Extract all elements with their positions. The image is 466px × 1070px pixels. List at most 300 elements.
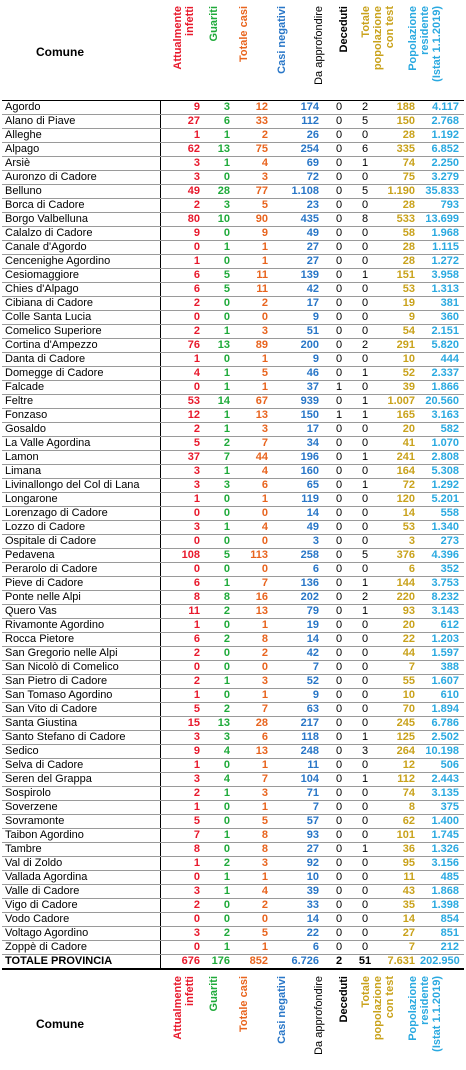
popolazione-test-value: 70 bbox=[376, 703, 420, 717]
infetti-value: 6 bbox=[160, 283, 205, 297]
popolazione-test-value: 150 bbox=[376, 115, 420, 129]
guariti-value: 28 bbox=[205, 185, 235, 199]
total-negativi: 6.726 bbox=[273, 955, 324, 969]
totale-casi-value: 75 bbox=[235, 143, 273, 157]
residente-value: 3.156 bbox=[420, 857, 464, 871]
comune-name: Arsiè bbox=[2, 157, 160, 171]
header-totale-casi: Totale casi bbox=[238, 6, 250, 63]
popolazione-test-value: 220 bbox=[376, 591, 420, 605]
negativi-value: 52 bbox=[273, 675, 324, 689]
deceduti-value: 0 bbox=[354, 787, 376, 801]
table-row bbox=[2, 745, 464, 759]
comune-name: Seren del Grappa bbox=[2, 773, 160, 787]
deceduti-value: 0 bbox=[354, 199, 376, 213]
totale-casi-value: 3 bbox=[235, 171, 273, 185]
header-deceduti: Deceduti bbox=[338, 6, 350, 53]
table-row bbox=[2, 675, 464, 689]
popolazione-test-value: 39 bbox=[376, 381, 420, 395]
deceduti-value: 0 bbox=[354, 507, 376, 521]
residente-value: 1.597 bbox=[420, 647, 464, 661]
top-header bbox=[2, 2, 464, 101]
negativi-value: 11 bbox=[273, 759, 324, 773]
negativi-value: 71 bbox=[273, 787, 324, 801]
guariti-value: 10 bbox=[205, 213, 235, 227]
totale-casi-value: 4 bbox=[235, 157, 273, 171]
residente-value: 506 bbox=[420, 759, 464, 773]
totale-casi-value: 3 bbox=[235, 325, 273, 339]
deceduti-value: 5 bbox=[354, 115, 376, 129]
negativi-value: 65 bbox=[273, 479, 324, 493]
approfondire-value: 0 bbox=[324, 255, 354, 269]
residente-value: 6.852 bbox=[420, 143, 464, 157]
guariti-value: 0 bbox=[205, 353, 235, 367]
popolazione-test-value: 8 bbox=[376, 801, 420, 815]
comune-name: Selva di Cadore bbox=[2, 759, 160, 773]
infetti-value: 2 bbox=[160, 787, 205, 801]
guariti-value: 1 bbox=[205, 367, 235, 381]
guariti-value: 14 bbox=[205, 395, 235, 409]
comune-name: Alano di Piave bbox=[2, 115, 160, 129]
totale-casi-value: 4 bbox=[235, 885, 273, 899]
popolazione-test-value: 95 bbox=[376, 857, 420, 871]
guariti-value: 1 bbox=[205, 885, 235, 899]
table-row bbox=[2, 549, 464, 563]
comune-name: Comelico Superiore bbox=[2, 325, 160, 339]
popolazione-test-value: 264 bbox=[376, 745, 420, 759]
approfondire-value: 0 bbox=[324, 605, 354, 619]
residente-value: 854 bbox=[420, 913, 464, 927]
residente-value: 13.699 bbox=[420, 213, 464, 227]
approfondire-value: 0 bbox=[324, 885, 354, 899]
popolazione-test-value: 245 bbox=[376, 717, 420, 731]
infetti-value: 27 bbox=[160, 115, 205, 129]
comune-name: Danta di Cadore bbox=[2, 353, 160, 367]
table-row bbox=[2, 115, 464, 129]
deceduti-value: 0 bbox=[354, 871, 376, 885]
approfondire-value: 0 bbox=[324, 283, 354, 297]
table-row bbox=[2, 353, 464, 367]
popolazione-test-value: 74 bbox=[376, 787, 420, 801]
infetti-value: 37 bbox=[160, 451, 205, 465]
residente-value: 20.560 bbox=[420, 395, 464, 409]
footer-casi-negativi: Casi negativi bbox=[276, 976, 288, 1044]
infetti-value: 6 bbox=[160, 269, 205, 283]
popolazione-test-value: 52 bbox=[376, 367, 420, 381]
infetti-value: 0 bbox=[160, 381, 205, 395]
comune-name: Belluno bbox=[2, 185, 160, 199]
table-row bbox=[2, 157, 464, 171]
guariti-value: 1 bbox=[205, 465, 235, 479]
table-row bbox=[2, 367, 464, 381]
popolazione-test-value: 7 bbox=[376, 661, 420, 675]
table-row bbox=[2, 871, 464, 885]
approfondire-value: 0 bbox=[324, 941, 354, 955]
deceduti-value: 0 bbox=[354, 423, 376, 437]
infetti-value: 1 bbox=[160, 255, 205, 269]
table-row bbox=[2, 843, 464, 857]
comune-name: Colle Santa Lucia bbox=[2, 311, 160, 325]
guariti-value: 5 bbox=[205, 549, 235, 563]
deceduti-value: 0 bbox=[354, 829, 376, 843]
deceduti-value: 0 bbox=[354, 311, 376, 325]
negativi-value: 119 bbox=[273, 493, 324, 507]
footer-totale-popolazione: Totale popolazione con test bbox=[360, 976, 396, 1041]
totale-casi-value: 3 bbox=[235, 787, 273, 801]
comune-name: San Gregorio nelle Alpi bbox=[2, 647, 160, 661]
total-approfondire: 2 bbox=[324, 955, 354, 969]
totale-casi-value: 33 bbox=[235, 115, 273, 129]
totale-casi-value: 1 bbox=[235, 619, 273, 633]
popolazione-test-value: 9 bbox=[376, 311, 420, 325]
approfondire-value: 0 bbox=[324, 157, 354, 171]
residente-value: 2.250 bbox=[420, 157, 464, 171]
deceduti-value: 0 bbox=[354, 325, 376, 339]
approfondire-value: 0 bbox=[324, 437, 354, 451]
negativi-value: 79 bbox=[273, 605, 324, 619]
comune-name: Calalzo di Cadore bbox=[2, 227, 160, 241]
totale-casi-value: 44 bbox=[235, 451, 273, 465]
negativi-value: 14 bbox=[273, 507, 324, 521]
infetti-value: 0 bbox=[160, 311, 205, 325]
table-row bbox=[2, 591, 464, 605]
guariti-value: 1 bbox=[205, 829, 235, 843]
comune-name: Cortina d'Ampezzo bbox=[2, 339, 160, 353]
guariti-value: 1 bbox=[205, 129, 235, 143]
residente-value: 444 bbox=[420, 353, 464, 367]
popolazione-test-value: 533 bbox=[376, 213, 420, 227]
residente-value: 1.745 bbox=[420, 829, 464, 843]
totale-casi-value: 3 bbox=[235, 857, 273, 871]
guariti-value: 3 bbox=[205, 731, 235, 745]
footer-deceduti: Deceduti bbox=[338, 976, 350, 1023]
negativi-value: 27 bbox=[273, 241, 324, 255]
popolazione-test-value: 10 bbox=[376, 689, 420, 703]
residente-value: 2.502 bbox=[420, 731, 464, 745]
table-row bbox=[2, 297, 464, 311]
deceduti-value: 5 bbox=[354, 185, 376, 199]
guariti-value: 2 bbox=[205, 437, 235, 451]
totale-casi-value: 3 bbox=[235, 423, 273, 437]
table-row bbox=[2, 521, 464, 535]
popolazione-test-value: 14 bbox=[376, 913, 420, 927]
totale-casi-value: 5 bbox=[235, 199, 273, 213]
table-row bbox=[2, 619, 464, 633]
footer-popolazione-residente: Popolazione residente (Istat 1.1.2019) bbox=[407, 976, 443, 1052]
negativi-value: 26 bbox=[273, 129, 324, 143]
negativi-value: 7 bbox=[273, 661, 324, 675]
comune-name: San Nicolò di Comelico bbox=[2, 661, 160, 675]
negativi-value: 200 bbox=[273, 339, 324, 353]
deceduti-value: 0 bbox=[354, 703, 376, 717]
comune-name: Rocca Pietore bbox=[2, 633, 160, 647]
popolazione-test-value: 10 bbox=[376, 353, 420, 367]
approfondire-value: 0 bbox=[324, 899, 354, 913]
totale-casi-value: 77 bbox=[235, 185, 273, 199]
guariti-value: 0 bbox=[205, 507, 235, 521]
footer-comune: Comune bbox=[36, 1017, 84, 1031]
residente-value: 3.753 bbox=[420, 577, 464, 591]
table-row bbox=[2, 507, 464, 521]
residente-value: 2.337 bbox=[420, 367, 464, 381]
infetti-value: 3 bbox=[160, 171, 205, 185]
deceduti-value: 0 bbox=[354, 437, 376, 451]
residente-value: 1.894 bbox=[420, 703, 464, 717]
popolazione-test-value: 44 bbox=[376, 647, 420, 661]
totale-casi-value: 1 bbox=[235, 353, 273, 367]
totale-casi-value: 8 bbox=[235, 829, 273, 843]
guariti-value: 0 bbox=[205, 619, 235, 633]
infetti-value: 8 bbox=[160, 843, 205, 857]
totale-casi-value: 16 bbox=[235, 591, 273, 605]
totale-casi-value: 89 bbox=[235, 339, 273, 353]
negativi-value: 139 bbox=[273, 269, 324, 283]
deceduti-value: 1 bbox=[354, 451, 376, 465]
header-attualmente-infetti: Attualmente infetti bbox=[172, 6, 196, 70]
header-comune: Comune bbox=[36, 45, 84, 59]
deceduti-value: 1 bbox=[354, 367, 376, 381]
residente-value: 2.768 bbox=[420, 115, 464, 129]
negativi-value: 17 bbox=[273, 297, 324, 311]
comune-name: Alpago bbox=[2, 143, 160, 157]
negativi-value: 19 bbox=[273, 619, 324, 633]
guariti-value: 0 bbox=[205, 171, 235, 185]
footer-guariti: Guariti bbox=[208, 976, 220, 1012]
approfondire-value: 0 bbox=[324, 479, 354, 493]
guariti-value: 1 bbox=[205, 381, 235, 395]
approfondire-value: 0 bbox=[324, 269, 354, 283]
infetti-value: 1 bbox=[160, 759, 205, 773]
table-row bbox=[2, 423, 464, 437]
totale-casi-value: 0 bbox=[235, 913, 273, 927]
comune-name: Quero Vas bbox=[2, 605, 160, 619]
infetti-value: 3 bbox=[160, 479, 205, 493]
totale-casi-value: 113 bbox=[235, 549, 273, 563]
deceduti-value: 0 bbox=[354, 171, 376, 185]
residente-value: 1.313 bbox=[420, 283, 464, 297]
infetti-value: 0 bbox=[160, 661, 205, 675]
residente-value: 8.232 bbox=[420, 591, 464, 605]
popolazione-test-value: 14 bbox=[376, 507, 420, 521]
guariti-value: 0 bbox=[205, 689, 235, 703]
guariti-value: 6 bbox=[205, 115, 235, 129]
negativi-value: 10 bbox=[273, 871, 324, 885]
residente-value: 1.326 bbox=[420, 843, 464, 857]
negativi-value: 93 bbox=[273, 829, 324, 843]
infetti-value: 76 bbox=[160, 339, 205, 353]
popolazione-test-value: 28 bbox=[376, 199, 420, 213]
negativi-value: 104 bbox=[273, 773, 324, 787]
infetti-value: 1 bbox=[160, 689, 205, 703]
negativi-value: 46 bbox=[273, 367, 324, 381]
table-row bbox=[2, 129, 464, 143]
approfondire-value: 0 bbox=[324, 633, 354, 647]
approfondire-value: 0 bbox=[324, 661, 354, 675]
approfondire-value: 0 bbox=[324, 717, 354, 731]
residente-value: 1.192 bbox=[420, 129, 464, 143]
totale-casi-value: 13 bbox=[235, 745, 273, 759]
infetti-value: 5 bbox=[160, 703, 205, 717]
comune-name: Longarone bbox=[2, 493, 160, 507]
approfondire-value: 0 bbox=[324, 311, 354, 325]
approfondire-value: 0 bbox=[324, 185, 354, 199]
comune-name: Agordo bbox=[2, 101, 160, 115]
guariti-value: 1 bbox=[205, 157, 235, 171]
guariti-value: 0 bbox=[205, 255, 235, 269]
negativi-value: 118 bbox=[273, 731, 324, 745]
table-row bbox=[2, 801, 464, 815]
infetti-value: 53 bbox=[160, 395, 205, 409]
table-row bbox=[2, 941, 464, 955]
popolazione-test-value: 20 bbox=[376, 619, 420, 633]
total-row bbox=[2, 955, 464, 969]
comune-name: Sedico bbox=[2, 745, 160, 759]
infetti-value: 2 bbox=[160, 647, 205, 661]
popolazione-test-value: 62 bbox=[376, 815, 420, 829]
approfondire-value: 0 bbox=[324, 213, 354, 227]
guariti-value: 0 bbox=[205, 535, 235, 549]
guariti-value: 5 bbox=[205, 269, 235, 283]
residente-value: 793 bbox=[420, 199, 464, 213]
guariti-value: 1 bbox=[205, 423, 235, 437]
infetti-value: 3 bbox=[160, 927, 205, 941]
infetti-value: 80 bbox=[160, 213, 205, 227]
negativi-value: 258 bbox=[273, 549, 324, 563]
guariti-value: 1 bbox=[205, 871, 235, 885]
deceduti-value: 0 bbox=[354, 941, 376, 955]
guariti-value: 2 bbox=[205, 703, 235, 717]
table-row bbox=[2, 213, 464, 227]
approfondire-value: 1 bbox=[324, 381, 354, 395]
guariti-value: 1 bbox=[205, 241, 235, 255]
infetti-value: 0 bbox=[160, 913, 205, 927]
infetti-value: 1 bbox=[160, 129, 205, 143]
totale-casi-value: 1 bbox=[235, 255, 273, 269]
popolazione-test-value: 28 bbox=[376, 255, 420, 269]
guariti-value: 1 bbox=[205, 409, 235, 423]
guariti-value: 0 bbox=[205, 647, 235, 661]
approfondire-value: 0 bbox=[324, 297, 354, 311]
deceduti-value: 2 bbox=[354, 591, 376, 605]
popolazione-test-value: 55 bbox=[376, 675, 420, 689]
infetti-value: 3 bbox=[160, 521, 205, 535]
guariti-value: 2 bbox=[205, 927, 235, 941]
negativi-value: 37 bbox=[273, 381, 324, 395]
totale-casi-value: 4 bbox=[235, 465, 273, 479]
deceduti-value: 0 bbox=[354, 675, 376, 689]
guariti-value: 1 bbox=[205, 787, 235, 801]
residente-value: 212 bbox=[420, 941, 464, 955]
negativi-value: 33 bbox=[273, 899, 324, 913]
table-row bbox=[2, 899, 464, 913]
deceduti-value: 0 bbox=[354, 661, 376, 675]
approfondire-value: 0 bbox=[324, 675, 354, 689]
approfondire-value: 0 bbox=[324, 451, 354, 465]
guariti-value: 0 bbox=[205, 913, 235, 927]
residente-value: 2.151 bbox=[420, 325, 464, 339]
approfondire-value: 0 bbox=[324, 465, 354, 479]
residente-value: 1.292 bbox=[420, 479, 464, 493]
totale-casi-value: 0 bbox=[235, 311, 273, 325]
approfondire-value: 0 bbox=[324, 143, 354, 157]
totale-casi-value: 2 bbox=[235, 297, 273, 311]
totale-casi-value: 0 bbox=[235, 563, 273, 577]
totale-casi-value: 2 bbox=[235, 647, 273, 661]
guariti-value: 13 bbox=[205, 143, 235, 157]
infetti-value: 6 bbox=[160, 577, 205, 591]
table-row bbox=[2, 829, 464, 843]
approfondire-value: 0 bbox=[324, 171, 354, 185]
totale-casi-value: 2 bbox=[235, 899, 273, 913]
infetti-value: 0 bbox=[160, 241, 205, 255]
table-row bbox=[2, 451, 464, 465]
approfondire-value: 0 bbox=[324, 101, 354, 115]
table-row bbox=[2, 787, 464, 801]
infetti-value: 3 bbox=[160, 465, 205, 479]
guariti-value: 4 bbox=[205, 745, 235, 759]
residente-value: 1.398 bbox=[420, 899, 464, 913]
infetti-value: 1 bbox=[160, 857, 205, 871]
approfondire-value: 0 bbox=[324, 871, 354, 885]
popolazione-test-value: 165 bbox=[376, 409, 420, 423]
comune-name: Fonzaso bbox=[2, 409, 160, 423]
totale-casi-value: 7 bbox=[235, 577, 273, 591]
table-row bbox=[2, 927, 464, 941]
guariti-value: 0 bbox=[205, 759, 235, 773]
popolazione-test-value: 101 bbox=[376, 829, 420, 843]
guariti-value: 3 bbox=[205, 479, 235, 493]
total-guariti: 176 bbox=[205, 955, 235, 969]
approfondire-value: 0 bbox=[324, 829, 354, 843]
approfondire-value: 0 bbox=[324, 801, 354, 815]
negativi-value: 69 bbox=[273, 157, 324, 171]
table-row bbox=[2, 773, 464, 787]
comune-name: Sospirolo bbox=[2, 787, 160, 801]
guariti-value: 2 bbox=[205, 605, 235, 619]
negativi-value: 1.108 bbox=[273, 185, 324, 199]
residente-value: 1.968 bbox=[420, 227, 464, 241]
infetti-value: 2 bbox=[160, 199, 205, 213]
table-row bbox=[2, 885, 464, 899]
deceduti-value: 0 bbox=[354, 633, 376, 647]
infetti-value: 2 bbox=[160, 423, 205, 437]
totale-casi-value: 67 bbox=[235, 395, 273, 409]
deceduti-value: 1 bbox=[354, 605, 376, 619]
table-row bbox=[2, 815, 464, 829]
infetti-value: 0 bbox=[160, 535, 205, 549]
residente-value: 1.607 bbox=[420, 675, 464, 689]
negativi-value: 14 bbox=[273, 633, 324, 647]
residente-value: 558 bbox=[420, 507, 464, 521]
popolazione-test-value: 19 bbox=[376, 297, 420, 311]
totale-casi-value: 13 bbox=[235, 605, 273, 619]
comune-name: San Tomaso Agordino bbox=[2, 689, 160, 703]
popolazione-test-value: 291 bbox=[376, 339, 420, 353]
infetti-value: 0 bbox=[160, 563, 205, 577]
deceduti-value: 0 bbox=[354, 759, 376, 773]
table-row bbox=[2, 689, 464, 703]
infetti-value: 3 bbox=[160, 157, 205, 171]
approfondire-value: 0 bbox=[324, 787, 354, 801]
guariti-value: 13 bbox=[205, 717, 235, 731]
comune-name: Borca di Cadore bbox=[2, 199, 160, 213]
negativi-value: 9 bbox=[273, 689, 324, 703]
comune-name: Falcade bbox=[2, 381, 160, 395]
guariti-value: 0 bbox=[205, 661, 235, 675]
table-row bbox=[2, 535, 464, 549]
residente-value: 273 bbox=[420, 535, 464, 549]
popolazione-test-value: 151 bbox=[376, 269, 420, 283]
popolazione-test-value: 7 bbox=[376, 941, 420, 955]
